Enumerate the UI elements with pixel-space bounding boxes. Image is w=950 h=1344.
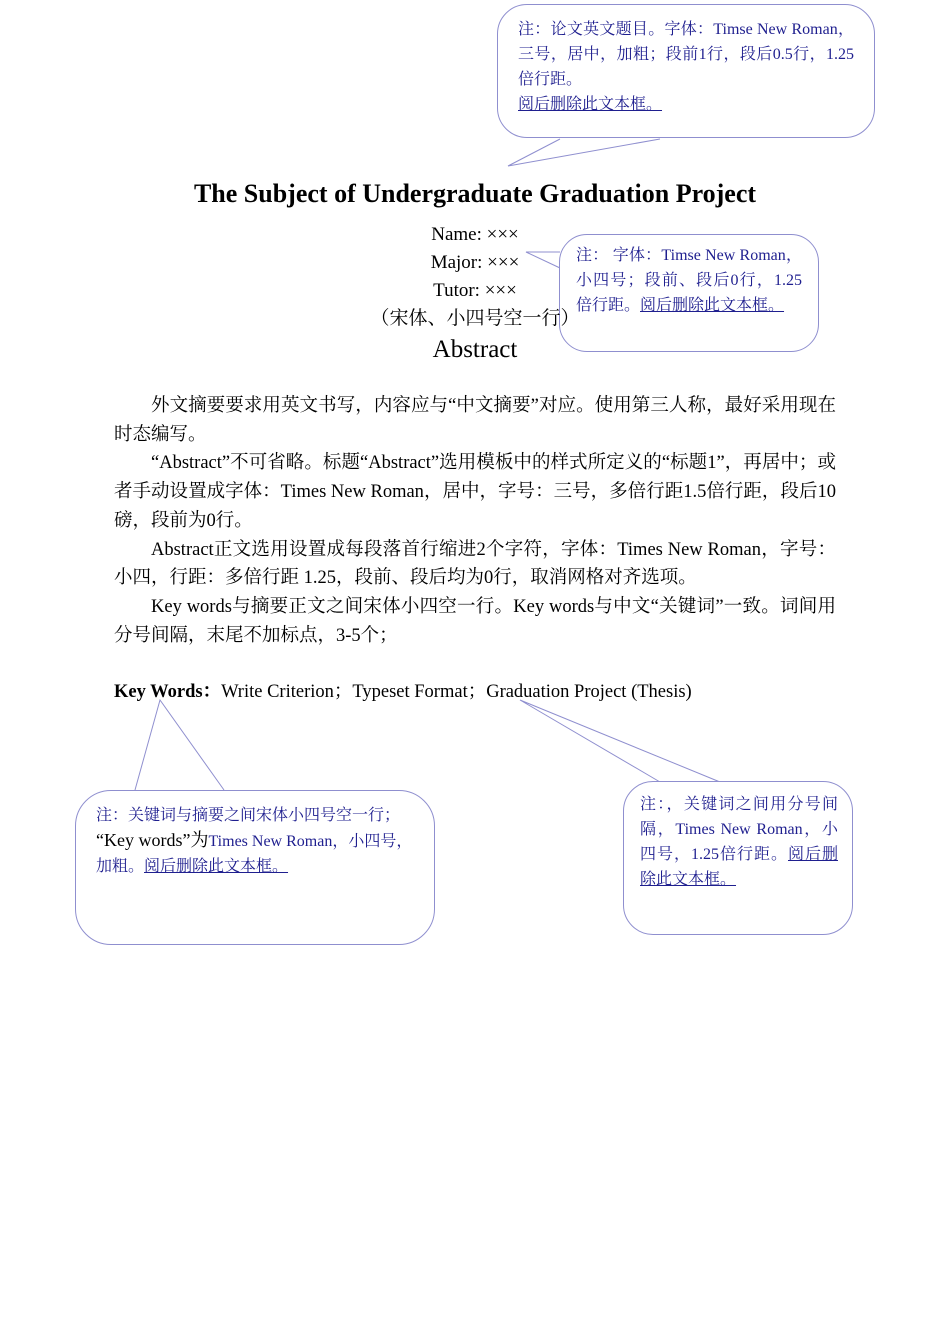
thesis-title: The Subject of Undergraduate Graduation Project — [193, 179, 757, 208]
title-callout-text: 注：论文英文题目。字体：Timse New Roman，三号，居中，加粗；段前1行，段后0.5行，1.25倍行距。 — [518, 21, 854, 88]
title-callout[interactable] — [497, 4, 875, 138]
keywords-line — [114, 678, 692, 706]
separator-callout-pointer — [520, 700, 720, 782]
keywords-callout[interactable] — [75, 790, 435, 945]
abstract-paragraph-3: Abstract正文选用设置成每段落首行缩进2个字符，字体：Times New Roman，字号：小四，行距：多倍行距 1.25，段前、段后均为0行，取消网格对齐选项。 — [114, 539, 836, 589]
info-callout-text: 注： 字体：Timse New Roman，小四号；段前、段后0行，1.25倍行距。阅后删除此文本框。 — [576, 247, 802, 314]
abstract-paragraph-1: 外文摘要要求用英文书写，内容应与“中文摘要”对应。使用第三人称，最好采用现在时态编写。 — [114, 396, 836, 445]
title-callout-delete-link[interactable]: 阅后删除此文本框。 — [518, 96, 663, 113]
info-callout-delete-link[interactable]: 阅后删除此文本框。 — [640, 297, 785, 314]
spacing-note: （宋体、小四号空一行） — [370, 308, 580, 329]
keywords-callout-pointer — [135, 700, 224, 790]
keywords-label: Key Words： — [114, 682, 222, 702]
separator-callout-delete-link[interactable]: 阅后删除此文本框。 — [640, 846, 838, 888]
keywords-callout-delete-link[interactable]: 阅后删除此文本框。 — [144, 858, 289, 875]
abstract-paragraph-2: “Abstract”不可省略。标题“Abstract”选用模板中的样式所定义的“标题1”，再居中；或者手动设置成字体：Times New Roman，居中，字号：三号，多倍行距1.5倍行距，段后10磅，段前为0行。 — [114, 453, 836, 531]
separator-callout-text: 注：，关键词之间用分号间隔，Times New Roman，小四号，1.25倍行距。阅后删除此文本框。 — [640, 796, 838, 888]
keywords-value: Write Criterion；Typeset Format；Graduation Project (Thesis) — [221, 682, 692, 702]
abstract-paragraph-4: Key words与摘要正文之间宋体小四空一行。Key words与中文“关键词”一致。词间用分号间隔，末尾不加标点，3-5个； — [114, 596, 836, 646]
tutor-line: Tutor: ××× — [433, 280, 517, 301]
abstract-heading: Abstract — [432, 336, 518, 363]
name-line: Name: ××× — [431, 224, 519, 245]
separator-callout[interactable] — [623, 781, 853, 935]
major-line: Major: ××× — [430, 252, 520, 273]
keywords-callout-text-b: “Key words”为Times New Roman，小四号，加粗。阅后删除此文本框。 — [96, 830, 413, 875]
title-callout-pointer — [508, 139, 660, 166]
abstract-body — [114, 392, 836, 650]
keywords-callout-text-a: 注：关键词与摘要之间宋体小四号空一行； — [96, 807, 401, 824]
